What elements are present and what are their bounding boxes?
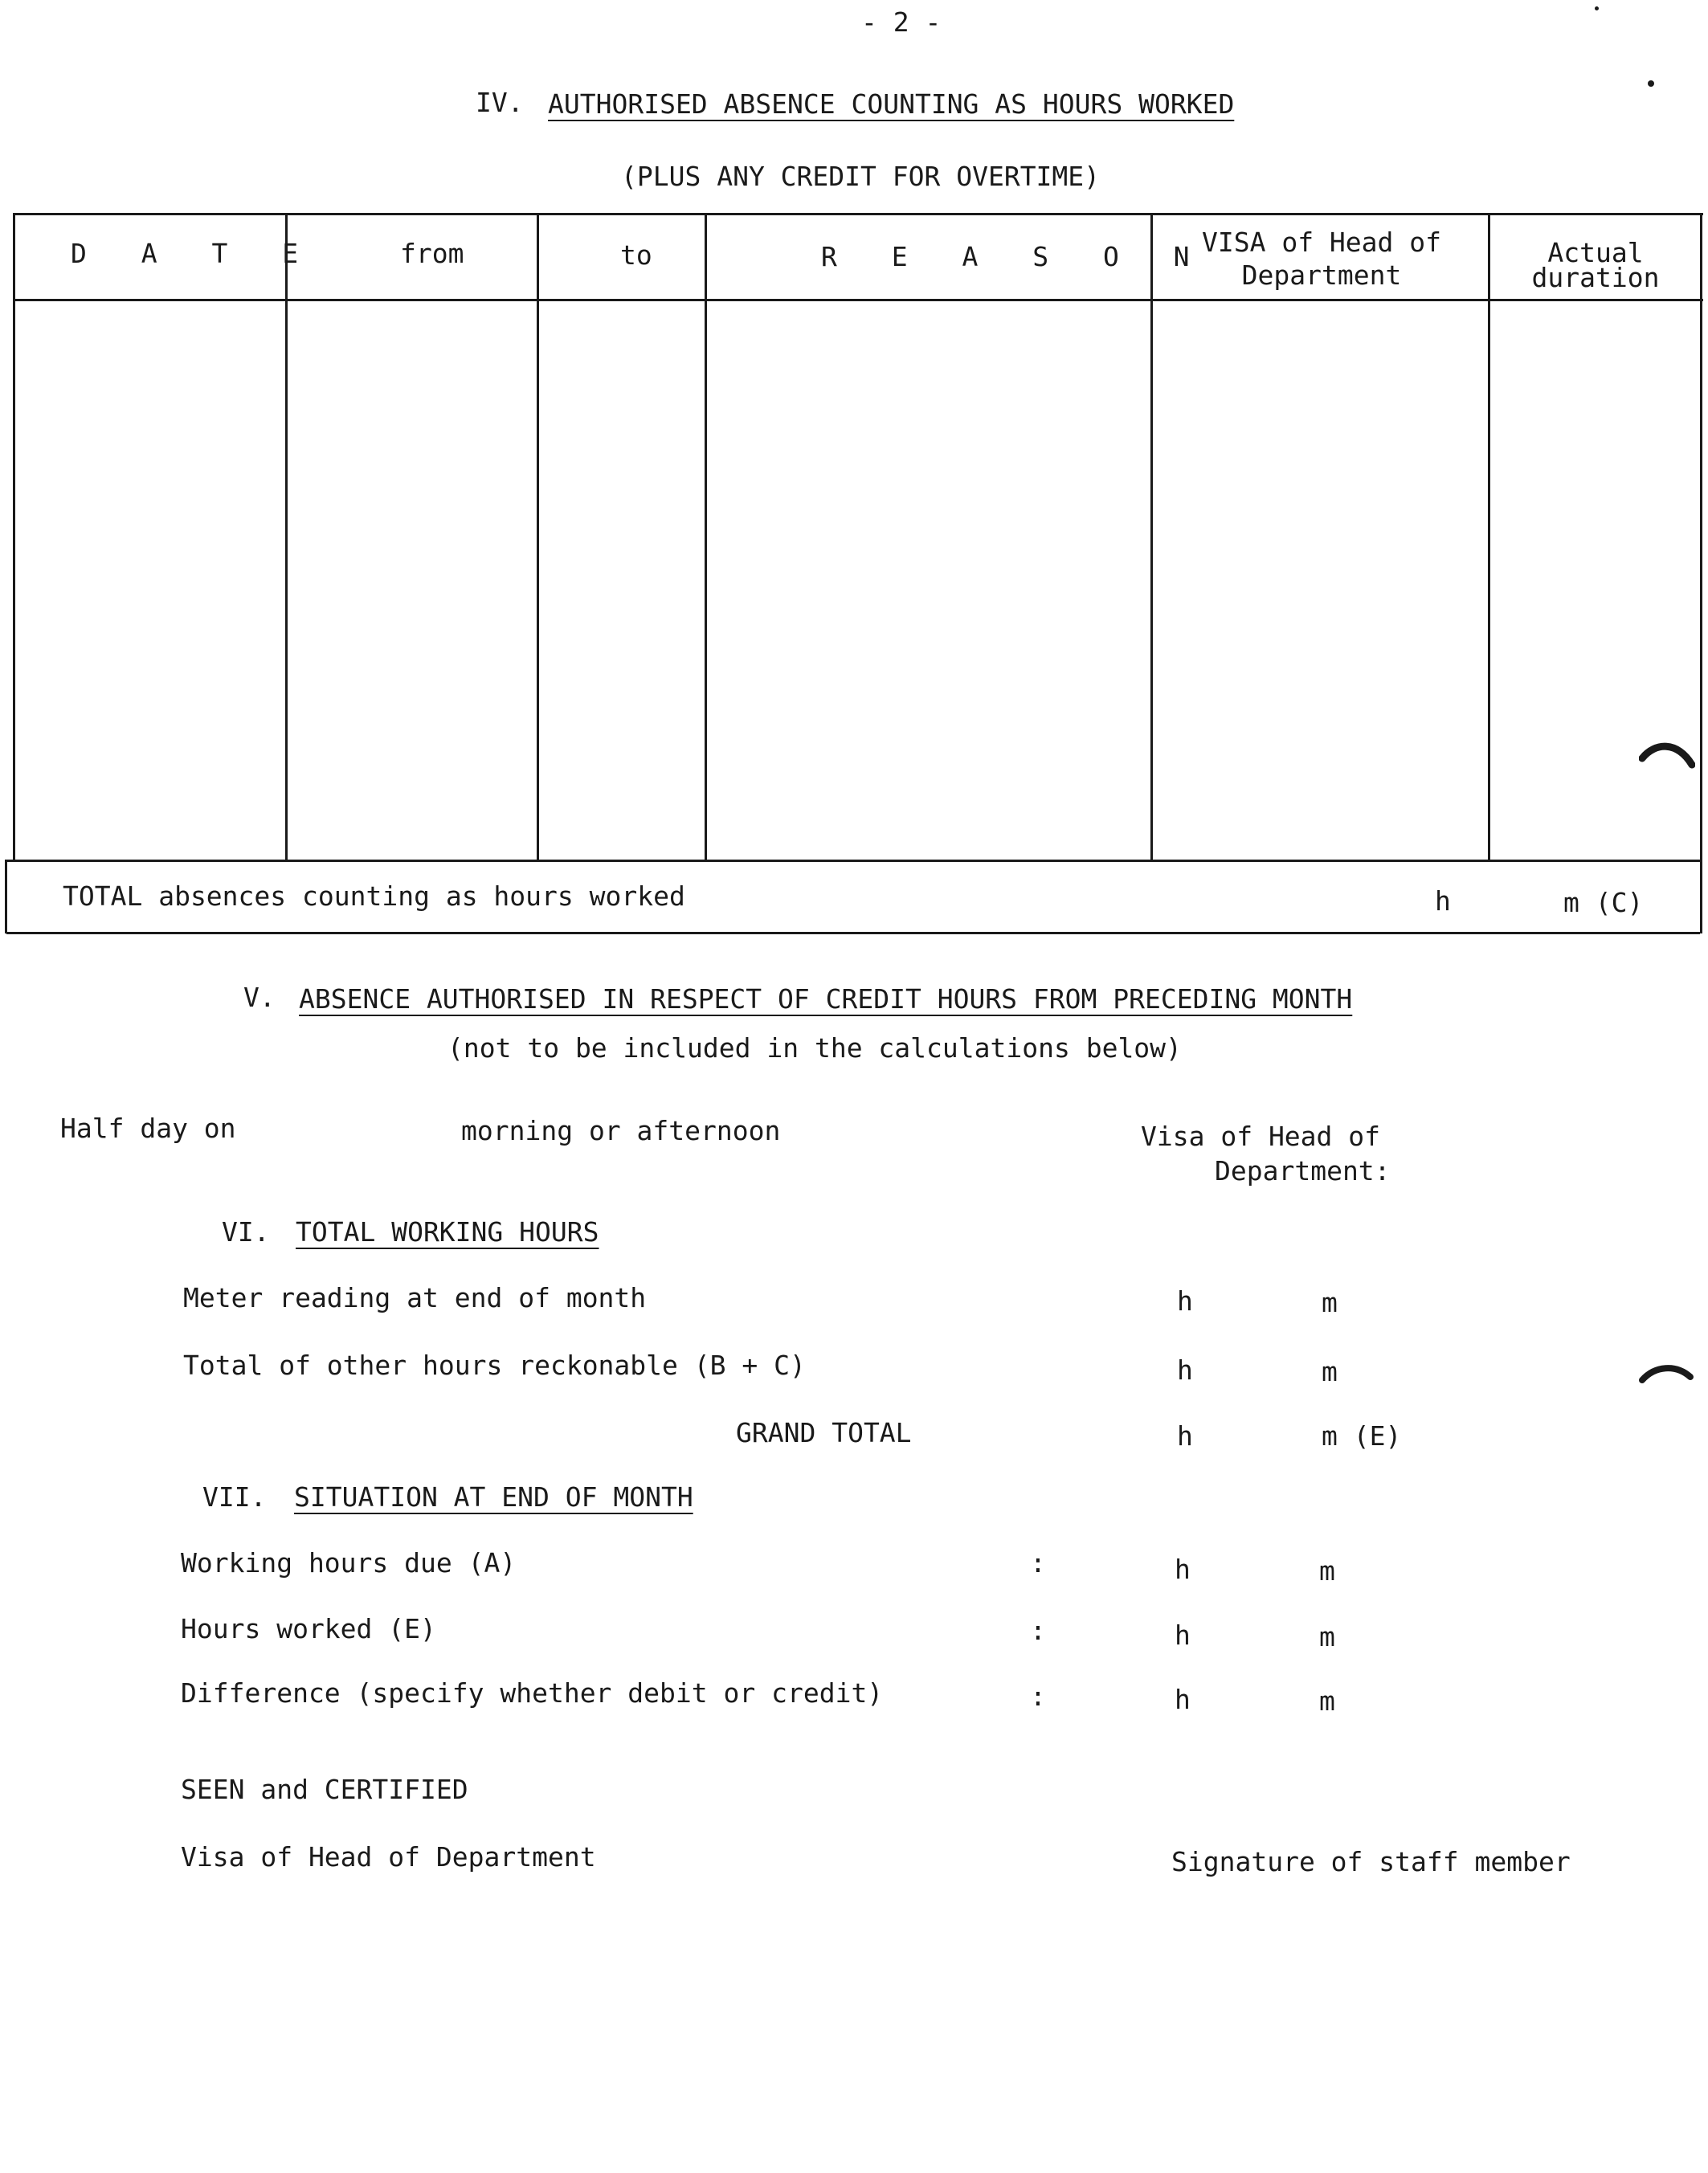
section-iv-number: IV. bbox=[476, 87, 524, 118]
working-hours-due-label: Working hours due (A) bbox=[181, 1547, 517, 1579]
working-hours-due-colon: : bbox=[1030, 1547, 1046, 1579]
col-header-visa-line2: Department bbox=[1241, 259, 1402, 291]
visa-head-label-line2: Department: bbox=[1215, 1155, 1391, 1187]
section-iv-subtitle: (PLUS ANY CREDIT FOR OVERTIME) bbox=[621, 161, 1101, 192]
table-top-border bbox=[14, 213, 1703, 215]
scan-mark-icon bbox=[1639, 1359, 1695, 1391]
grand-total-hours: h bbox=[1177, 1420, 1193, 1452]
hours-worked-colon: : bbox=[1030, 1615, 1046, 1646]
grand-total-minutes: m (E) bbox=[1322, 1420, 1402, 1452]
difference-hours: h bbox=[1175, 1684, 1191, 1715]
hours-worked-label: Hours worked (E) bbox=[181, 1613, 436, 1644]
morning-afternoon-label: morning or afternoon bbox=[461, 1115, 781, 1146]
visa-head-department-label: Visa of Head of Department bbox=[181, 1841, 596, 1873]
section-vi-title: TOTAL WORKING HOURS bbox=[296, 1216, 599, 1248]
section-vii-number: VII. bbox=[202, 1481, 267, 1513]
meter-reading-label: Meter reading at end of month bbox=[183, 1282, 647, 1313]
table-left-border bbox=[13, 213, 15, 860]
section-v-number: V. bbox=[243, 982, 276, 1013]
col-header-actual: Actual bbox=[1547, 237, 1644, 268]
col-header-from: from bbox=[400, 238, 464, 269]
other-hours-hours: h bbox=[1177, 1354, 1193, 1386]
meter-reading-hours: h bbox=[1177, 1285, 1193, 1317]
col-header-duration: duration bbox=[1531, 262, 1660, 293]
meter-reading-minutes: m bbox=[1322, 1287, 1338, 1318]
total-absences-hours: h bbox=[1435, 885, 1451, 917]
other-hours-minutes: m bbox=[1322, 1356, 1338, 1387]
hours-worked-minutes: m bbox=[1319, 1621, 1335, 1652]
col-header-reason: R E A S O N bbox=[821, 241, 1209, 272]
total-absences-label: TOTAL absences counting as hours worked bbox=[63, 880, 685, 912]
working-hours-due-minutes: m bbox=[1319, 1555, 1335, 1587]
table-right-border bbox=[1700, 213, 1702, 933]
section-vi-number: VI. bbox=[222, 1216, 270, 1248]
table-total-divider bbox=[6, 860, 1700, 862]
section-vii-title: SITUATION AT END OF MONTH bbox=[294, 1481, 693, 1513]
working-hours-due-hours: h bbox=[1175, 1554, 1191, 1585]
hours-worked-hours: h bbox=[1175, 1620, 1191, 1651]
table-col-divider bbox=[285, 213, 288, 860]
col-header-date: D A T E bbox=[71, 238, 318, 269]
col-header-to: to bbox=[620, 239, 652, 271]
table-bottom-border bbox=[6, 932, 1700, 934]
grand-total-label: GRAND TOTAL bbox=[736, 1417, 912, 1448]
staff-signature-label: Signature of staff member bbox=[1171, 1846, 1571, 1877]
half-day-label: Half day on bbox=[60, 1113, 236, 1144]
difference-label: Difference (specify whether debit or credit) bbox=[181, 1677, 884, 1709]
col-header-visa-line1: VISA of Head of bbox=[1201, 227, 1441, 258]
visa-head-label-line1: Visa of Head of bbox=[1141, 1121, 1381, 1152]
difference-colon: : bbox=[1030, 1681, 1046, 1712]
table-total-left-border bbox=[5, 860, 7, 933]
table-col-divider bbox=[705, 213, 707, 860]
table-col-divider bbox=[537, 213, 539, 860]
section-v-subtitle: (not to be included in the calculations below) bbox=[447, 1032, 1182, 1064]
scan-mark-icon bbox=[1639, 737, 1695, 778]
table-col-divider bbox=[1150, 213, 1153, 860]
scan-speck bbox=[1648, 80, 1654, 87]
difference-minutes: m bbox=[1319, 1685, 1335, 1717]
seen-certified-label: SEEN and CERTIFIED bbox=[181, 1774, 468, 1805]
section-v-title: ABSENCE AUTHORISED IN RESPECT OF CREDIT HOURS FROM PRECEDING MONTH bbox=[299, 983, 1353, 1015]
other-hours-label: Total of other hours reckonable (B + C) bbox=[183, 1350, 806, 1381]
section-iv-title: AUTHORISED ABSENCE COUNTING AS HOURS WORKED bbox=[548, 88, 1235, 120]
table-col-divider bbox=[1488, 213, 1490, 860]
page-number: - 2 - bbox=[861, 6, 942, 38]
scan-speck bbox=[1595, 6, 1599, 10]
total-absences-minutes: m (C) bbox=[1563, 887, 1644, 918]
table-header-divider bbox=[14, 299, 1703, 301]
